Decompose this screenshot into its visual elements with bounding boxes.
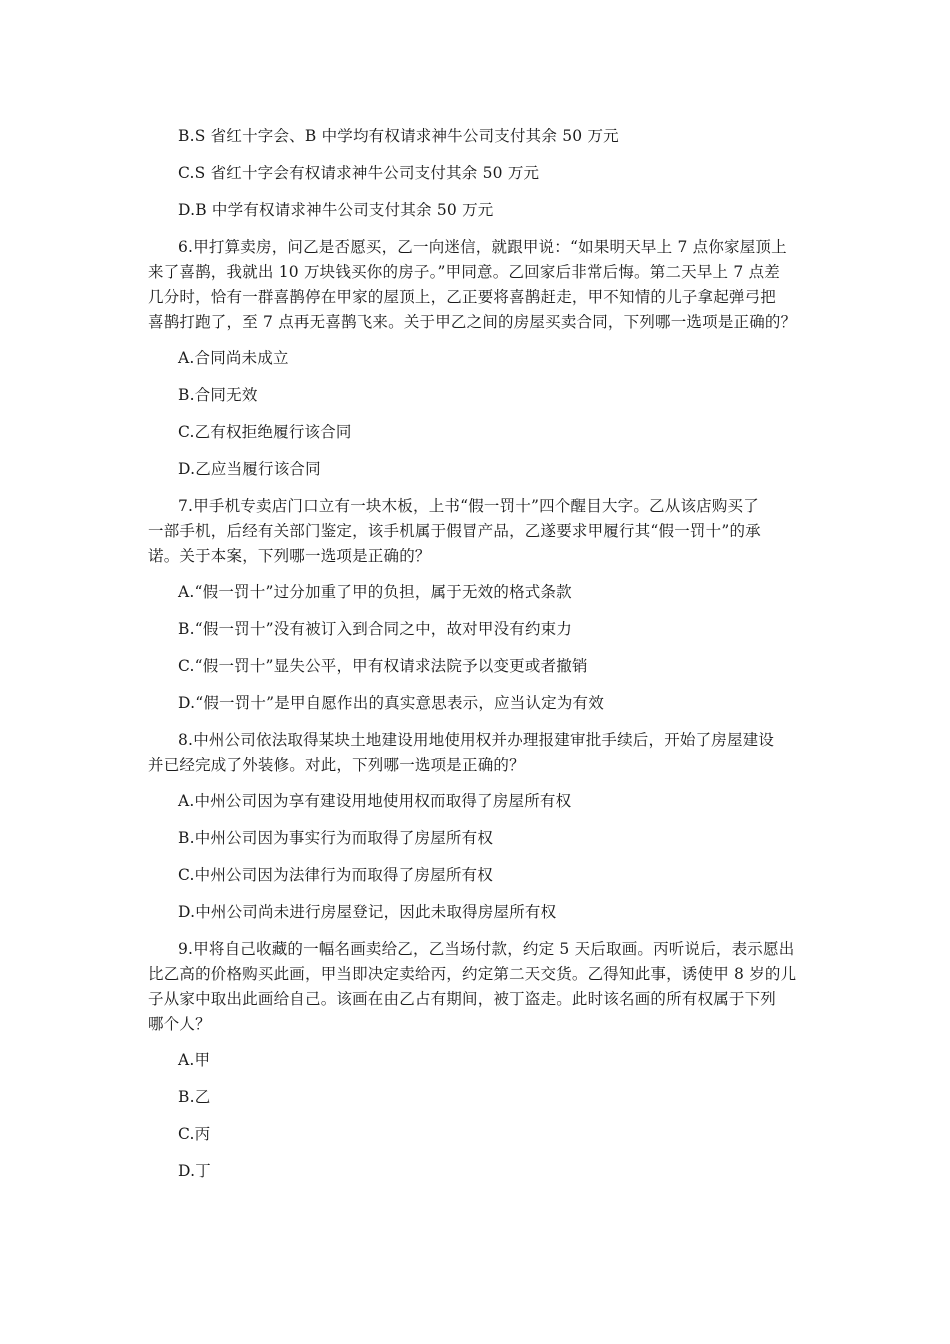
q7-stem-line-3: 诺。关于本案，下列哪一选项是正确的？ — [148, 547, 431, 565]
q7-option-a: A.“假一罚十”过分加重了甲的负担，属于无效的格式条款 — [178, 583, 572, 601]
q8-stem-line-1: 8.中州公司依法取得某块土地建设用地使用权并办理报建审批手续后，开始了房屋建设 — [178, 731, 775, 749]
q6-option-a: A.合同尚未成立 — [178, 349, 289, 367]
q7-stem-line-1: 7.甲手机专卖店门口立有一块木板，上书“假一罚十”四个醒目大字。乙从该店购买了 — [178, 497, 759, 515]
q8-option-a: A.中州公司因为享有建设用地使用权而取得了房屋所有权 — [178, 792, 572, 810]
q9-option-d: D.丁 — [178, 1162, 211, 1180]
q6-stem-line-1: 6.甲打算卖房，问乙是否愿买，乙一向迷信，就跟甲说：“如果明天早上 7 点你家屋顶上 — [178, 238, 787, 256]
q8-option-b: B.中州公司因为事实行为而取得了房屋所有权 — [178, 829, 494, 847]
q9-stem-line-2: 比乙高的价格购买此画，甲当即决定卖给丙，约定第二天交货。乙得知此事，诱使甲 8 岁的儿 — [148, 965, 797, 983]
q7-option-d: D.“假一罚十”是甲自愿作出的真实意思表示，应当认定为有效 — [178, 694, 604, 712]
q6-option-d: D.乙应当履行该合同 — [178, 460, 321, 478]
q6-option-b: B.合同无效 — [178, 386, 258, 404]
q9-stem-line-1: 9.甲将自己收藏的一幅名画卖给乙，乙当场付款，约定 5 天后取画。丙听说后，表示愿出 — [178, 940, 795, 958]
q7-option-c: C.“假一罚十”显失公平，甲有权请求法院予以变更或者撤销 — [178, 657, 588, 675]
q9-option-c: C.丙 — [178, 1125, 211, 1143]
q6-stem-line-2: 来了喜鹊，我就出 10 万块钱买你的房子。”甲同意。乙回家后非常后悔。第二天早上 7 点差 — [148, 263, 780, 281]
q6-stem-line-4: 喜鹊打跑了，至 7 点再无喜鹊飞来。关于甲乙之间的房屋买卖合同，下列哪一选项是正确的？ — [148, 313, 797, 331]
q8-option-d: D.中州公司尚未进行房屋登记，因此未取得房屋所有权 — [178, 903, 557, 921]
q5-option-b: B.S 省红十字会、B 中学均有权请求神牛公司支付其余 50 万元 — [178, 127, 619, 145]
q8-option-c: C.中州公司因为法律行为而取得了房屋所有权 — [178, 866, 493, 884]
q6-option-c: C.乙有权拒绝履行该合同 — [178, 423, 352, 441]
q5-option-c: C.S 省红十字会有权请求神牛公司支付其余 50 万元 — [178, 164, 540, 182]
q6-stem-line-3: 几分时，恰有一群喜鹊停在甲家的屋顶上，乙正要将喜鹊赶走，甲不知情的儿子拿起弹弓把 — [148, 288, 777, 306]
q9-stem-line-3: 子从家中取出此画给自己。该画在由乙占有期间，被丁盗走。此时该名画的所有权属于下列 — [148, 990, 777, 1008]
q5-option-d: D.B 中学有权请求神牛公司支付其余 50 万元 — [178, 201, 494, 219]
q7-stem-line-2: 一部手机，后经有关部门鉴定，该手机属于假冒产品，乙遂要求甲履行其“假一罚十”的承 — [148, 522, 761, 540]
q9-option-a: A.甲 — [178, 1051, 211, 1069]
q9-option-b: B.乙 — [178, 1088, 211, 1106]
q9-stem-line-4: 哪个人？ — [148, 1015, 211, 1033]
q7-option-b: B.“假一罚十”没有被订入到合同之中，故对甲没有约束力 — [178, 620, 573, 638]
q8-stem-line-2: 并已经完成了外装修。对此，下列哪一选项是正确的？ — [148, 756, 525, 774]
